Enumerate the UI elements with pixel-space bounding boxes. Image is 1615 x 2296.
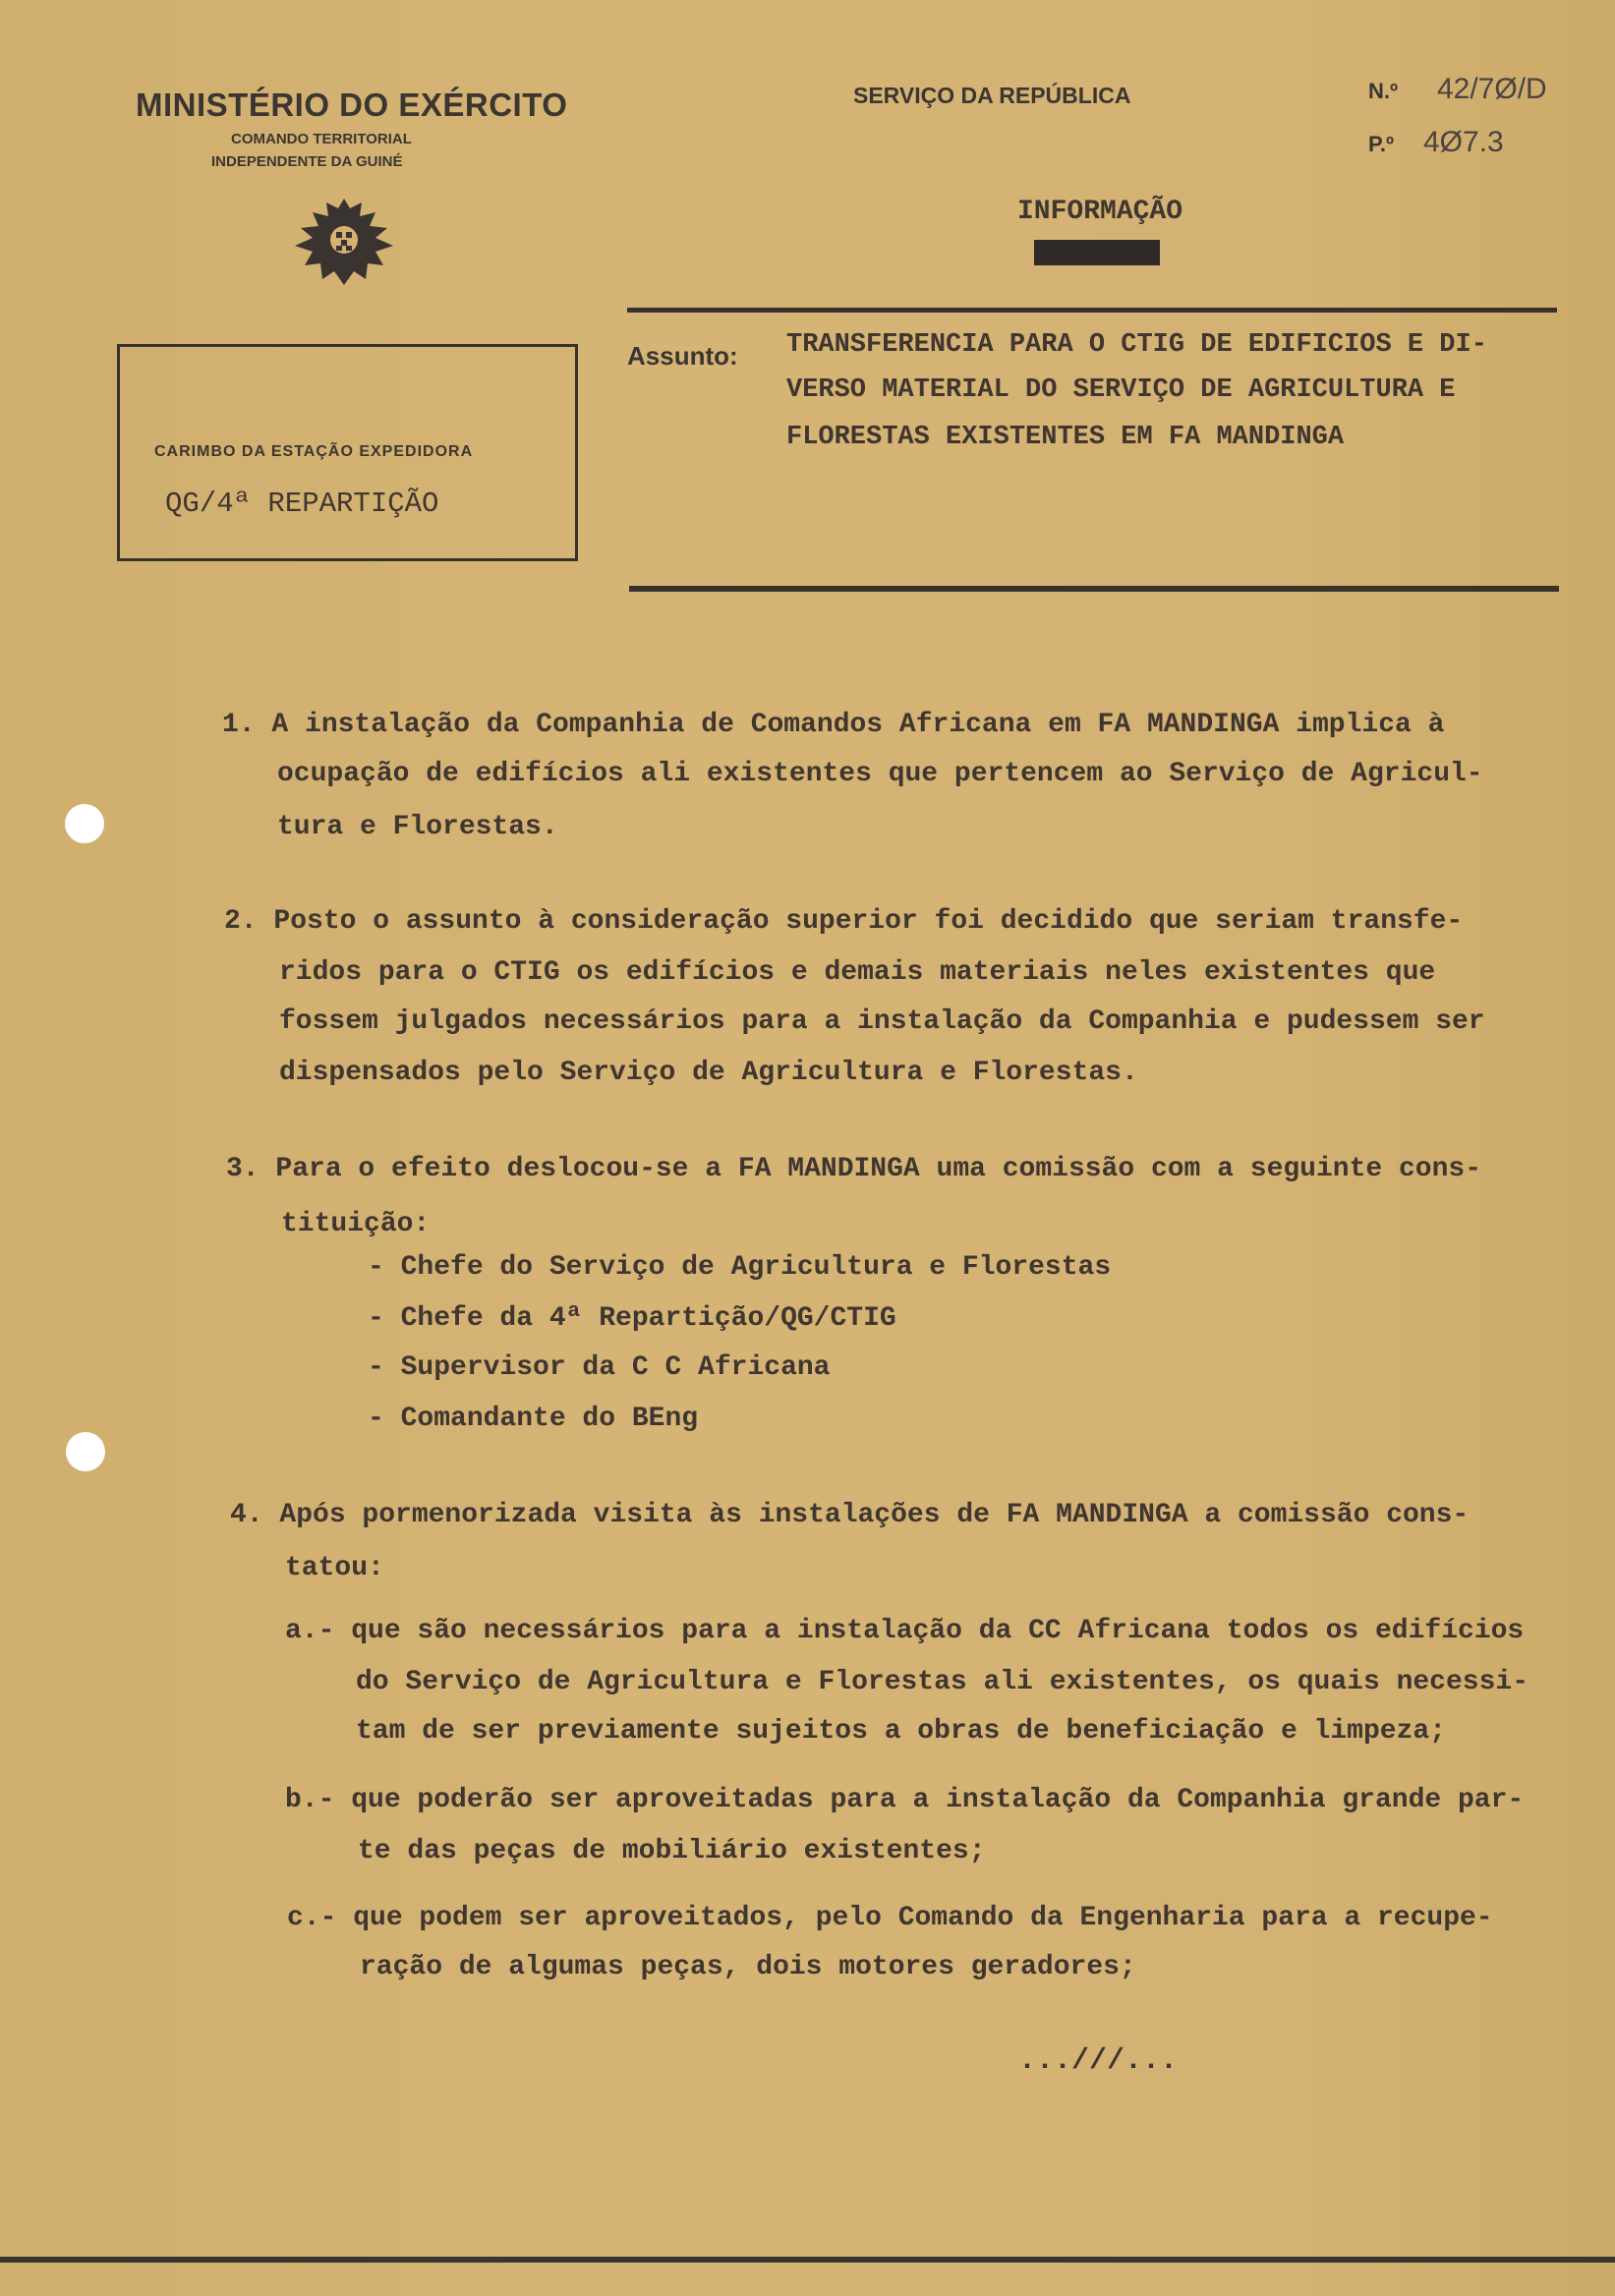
number-label: N.º [1368,79,1399,103]
process-label: P.º [1368,132,1394,156]
punch-hole [66,1432,105,1471]
item-c-line: ração de algumas peças, dois motores geradores; [360,1952,1136,1982]
paragraph-2-line: dispensados pelo Serviço de Agricultura e Florestas. [279,1058,1138,1088]
process-value: 4Ø7.3 [1423,126,1504,158]
paragraph-2-line: fossem julgados necessários para a instalação da Companhia e pudessem ser [279,1006,1485,1037]
subject-line: VERSO MATERIAL DO SERVIÇO DE AGRICULTURA E [786,375,1456,405]
paragraph-3-line: tituição: [281,1209,431,1239]
divider-top [627,308,1557,313]
paragraph-1-line: ocupação de edifícios ali existentes que pertencem ao Serviço de Agricul- [277,759,1483,789]
stamp-label: CARIMBO DA ESTAÇÃO EXPEDIDORA [154,443,474,460]
paragraph-3-line: 3. Para o efeito deslocou-se a FA MANDINGA uma comissão com a seguinte cons- [226,1154,1482,1184]
number-value: 42/7Ø/D [1437,73,1547,105]
bottom-edge [0,2257,1615,2263]
ministry-title: MINISTÉRIO DO EXÉRCITO [136,86,568,123]
item-c-line: c.- que podem ser aproveitados, pelo Comando da Engenharia para a recupe- [287,1903,1493,1933]
item-a-line: do Serviço de Agricultura e Florestas ali existentes, os quais necessi- [356,1667,1528,1697]
paragraph-2-line: ridos para o CTIG os edifícios e demais materiais neles existentes que [279,957,1436,988]
paragraph-4-line: tatou: [285,1553,384,1583]
paragraph-2-line: 2. Posto o assunto à consideração superior foi decidido que seriam transfe- [224,906,1464,937]
paragraph-4-line: 4. Após pormenorizada visita às instalações de FA MANDINGA a comissão cons- [230,1500,1470,1530]
committee-member: - Supervisor da C C Africana [368,1352,831,1383]
service-title: SERVIÇO DA REPÚBLICA [853,83,1131,108]
divider-bottom [629,586,1559,592]
committee-member: - Chefe da 4ª Repartição/QG/CTIG [368,1303,896,1334]
committee-member: - Chefe do Serviço de Agricultura e Florestas [368,1252,1112,1283]
item-a-line: tam de ser previamente sujeitos a obras de beneficiação e limpeza; [356,1716,1446,1747]
item-b-line: te das peças de mobiliário existentes; [358,1836,986,1866]
coat-of-arms-icon [285,195,403,288]
item-a-line: a.- que são necessários para a instalação da CC Africana todos os edifícios [285,1616,1525,1646]
subject-label: Assunto: [627,341,738,371]
punch-hole [65,804,104,843]
command-line-1: COMANDO TERRITORIAL [231,131,412,147]
command-line-2: INDEPENDENTE DA GUINÉ [211,153,403,170]
committee-member: - Comandante do BEng [368,1404,699,1434]
item-b-line: b.- que poderão ser aproveitadas para a instalação da Companhia grande par- [285,1785,1525,1815]
subject-line: TRANSFERENCIA PARA O CTIG DE EDIFICIOS E DI- [786,330,1487,360]
redaction-bar [1034,240,1160,265]
continuation-mark: ...///... [1018,2044,1179,2078]
subject-line: FLORESTAS EXISTENTES EM FA MANDINGA [786,423,1345,452]
paragraph-1-line: tura e Florestas. [277,812,558,842]
document-type: INFORMAÇÃO [1017,197,1183,227]
stamp-value: QG/4ª REPARTIÇÃO [165,488,439,520]
paragraph-1-line: 1. A instalação da Companhia de Comandos Africana em FA MANDINGA implica à [222,710,1445,740]
